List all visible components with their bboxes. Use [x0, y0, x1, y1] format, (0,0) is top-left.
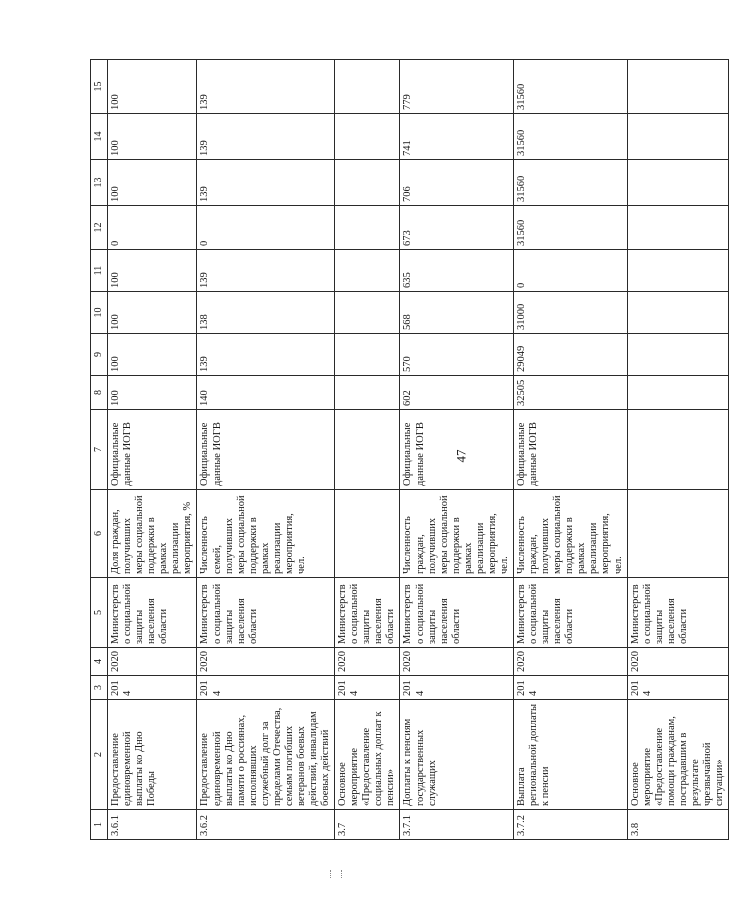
table-cell: Численность граждан, получивших меры социальной поддержки в рамках реализации мероприятия, чел.	[514, 490, 628, 578]
table-cell: 3.8	[627, 810, 729, 840]
header-cell: 11	[91, 250, 108, 292]
table-cell: Министерство социальной защиты населения области	[514, 578, 628, 648]
table-cell: 31560	[514, 114, 628, 160]
table-cell	[627, 410, 729, 490]
table-cell: 2014	[108, 676, 197, 700]
table-cell: Основное мероприятие «Предоставление помощи гражданам, пострадавшим в результате чрезвычайной ситуации»	[627, 700, 729, 810]
table-cell	[627, 114, 729, 160]
table-cell: Официальные данные ИОГВ	[197, 410, 335, 490]
scan-mark	[330, 870, 342, 878]
table-cell: 100	[108, 292, 197, 334]
table-cell: Официальные данные ИОГВ	[108, 410, 197, 490]
table-cell: Официальные данные ИОГВ	[400, 410, 514, 490]
table-cell: 3.6.2	[197, 810, 335, 840]
header-cell: 9	[91, 334, 108, 376]
header-cell: 2	[91, 700, 108, 810]
table-cell: 673	[400, 206, 514, 250]
table-cell: 100	[108, 60, 197, 114]
table-cell: 2020	[627, 648, 729, 676]
table-cell: 31000	[514, 292, 628, 334]
table-cell: 2014	[197, 676, 335, 700]
table-cell: 0	[514, 250, 628, 292]
table-cell: 2020	[400, 648, 514, 676]
table-cell	[335, 60, 400, 114]
table-cell: 2014	[627, 676, 729, 700]
table-row	[335, 60, 400, 840]
table-cell: 100	[108, 250, 197, 292]
table-row	[108, 60, 197, 840]
table-cell	[627, 292, 729, 334]
header-row	[91, 60, 108, 840]
indicators-table	[90, 59, 729, 840]
table-cell: 2014	[335, 676, 400, 700]
table-cell: 741	[400, 114, 514, 160]
table-cell: 635	[400, 250, 514, 292]
table-cell	[335, 206, 400, 250]
table-cell: 779	[400, 60, 514, 114]
table-cell	[627, 160, 729, 206]
table-cell: 31560	[514, 160, 628, 206]
table-cell: 2020	[335, 648, 400, 676]
table-cell: 100	[108, 376, 197, 410]
table-body	[91, 60, 729, 840]
table-cell: 100	[108, 114, 197, 160]
table-cell: 31560	[514, 206, 628, 250]
table-cell: 2014	[514, 676, 628, 700]
table-cell: 140	[197, 376, 335, 410]
table-cell: 139	[197, 250, 335, 292]
table-cell: 139	[197, 114, 335, 160]
table-cell	[335, 250, 400, 292]
table-cell: 602	[400, 376, 514, 410]
header-cell: 8	[91, 376, 108, 410]
table-cell	[627, 376, 729, 410]
header-cell: 7	[91, 410, 108, 490]
table-cell: Основное мероприятие «Предоставление социальных доплат к пенсии»	[335, 700, 400, 810]
header-cell: 3	[91, 676, 108, 700]
table-cell	[627, 206, 729, 250]
table-cell: 2020	[197, 648, 335, 676]
table-cell: 2014	[400, 676, 514, 700]
table-cell: 570	[400, 334, 514, 376]
table-cell	[335, 410, 400, 490]
rotated-page-content	[90, 60, 725, 840]
table-row	[514, 60, 628, 840]
table-cell	[335, 376, 400, 410]
header-cell: 14	[91, 114, 108, 160]
table-container	[90, 60, 725, 840]
page-number: 47	[453, 449, 469, 463]
table-row	[400, 60, 514, 840]
table-cell	[335, 292, 400, 334]
table-cell: Министерство социальной защиты населения области	[335, 578, 400, 648]
header-cell: 1	[91, 810, 108, 840]
table-cell: 29049	[514, 334, 628, 376]
table-cell: Выплата региональной доплаты к пенсии	[514, 700, 628, 810]
table-cell	[627, 490, 729, 578]
table-cell: 0	[197, 206, 335, 250]
table-cell	[627, 250, 729, 292]
table-cell	[335, 490, 400, 578]
header-cell: 5	[91, 578, 108, 648]
table-cell: 139	[197, 160, 335, 206]
table-cell: Министерство социальной защиты населения области	[400, 578, 514, 648]
table-cell: 2020	[514, 648, 628, 676]
table-cell: 706	[400, 160, 514, 206]
table-cell: 138	[197, 292, 335, 334]
header-cell: 10	[91, 292, 108, 334]
table-cell: 568	[400, 292, 514, 334]
table-cell: Численность семей, получивших меры социальной поддержки в рамках реализации мероприятия, чел.	[197, 490, 335, 578]
table-cell: 3.7.1	[400, 810, 514, 840]
table-cell: 100	[108, 160, 197, 206]
table-cell	[335, 334, 400, 376]
table-row	[197, 60, 335, 840]
table-cell: 0	[108, 206, 197, 250]
table-cell: 3.7.2	[514, 810, 628, 840]
table-cell: 3.7	[335, 810, 400, 840]
table-cell: Официальные данные ИОГВ	[514, 410, 628, 490]
table-cell: 139	[197, 60, 335, 114]
table-cell: 3.6.1	[108, 810, 197, 840]
table-cell	[335, 114, 400, 160]
table-cell: 32505	[514, 376, 628, 410]
table-cell: Доплаты к пенсиям государственных служащих	[400, 700, 514, 810]
table-cell: Министерство социальной защиты населения области	[197, 578, 335, 648]
header-cell: 6	[91, 490, 108, 578]
table-cell: Министерство социальной защиты населения области	[627, 578, 729, 648]
table-cell: Предоставление единовременной выплаты ко Дню памяти о россиянах, исполнявших служебный долг за пределами Отечества, семьям погибших ветеранов боевых действий, инвалидам боевых действий	[197, 700, 335, 810]
table-cell	[627, 334, 729, 376]
header-cell: 12	[91, 206, 108, 250]
table-cell: 2020	[108, 648, 197, 676]
table-cell: 100	[108, 334, 197, 376]
header-cell: 13	[91, 160, 108, 206]
table-cell: Предоставление единовременной выплаты ко Дню Победы	[108, 700, 197, 810]
table-cell: Доля граждан, получивших меры социальной поддержки в рамках реализации мероприятия, %	[108, 490, 197, 578]
table-cell	[627, 60, 729, 114]
table-cell: 139	[197, 334, 335, 376]
header-cell: 4	[91, 648, 108, 676]
table-row	[627, 60, 729, 840]
header-cell: 15	[91, 60, 108, 114]
table-cell: Министерство социальной защиты населения области	[108, 578, 197, 648]
table-cell: Численность граждан, получивших меры социальной поддержки в рамках реализации мероприятия, чел.	[400, 490, 514, 578]
table-cell	[335, 160, 400, 206]
table-cell: 31560	[514, 60, 628, 114]
